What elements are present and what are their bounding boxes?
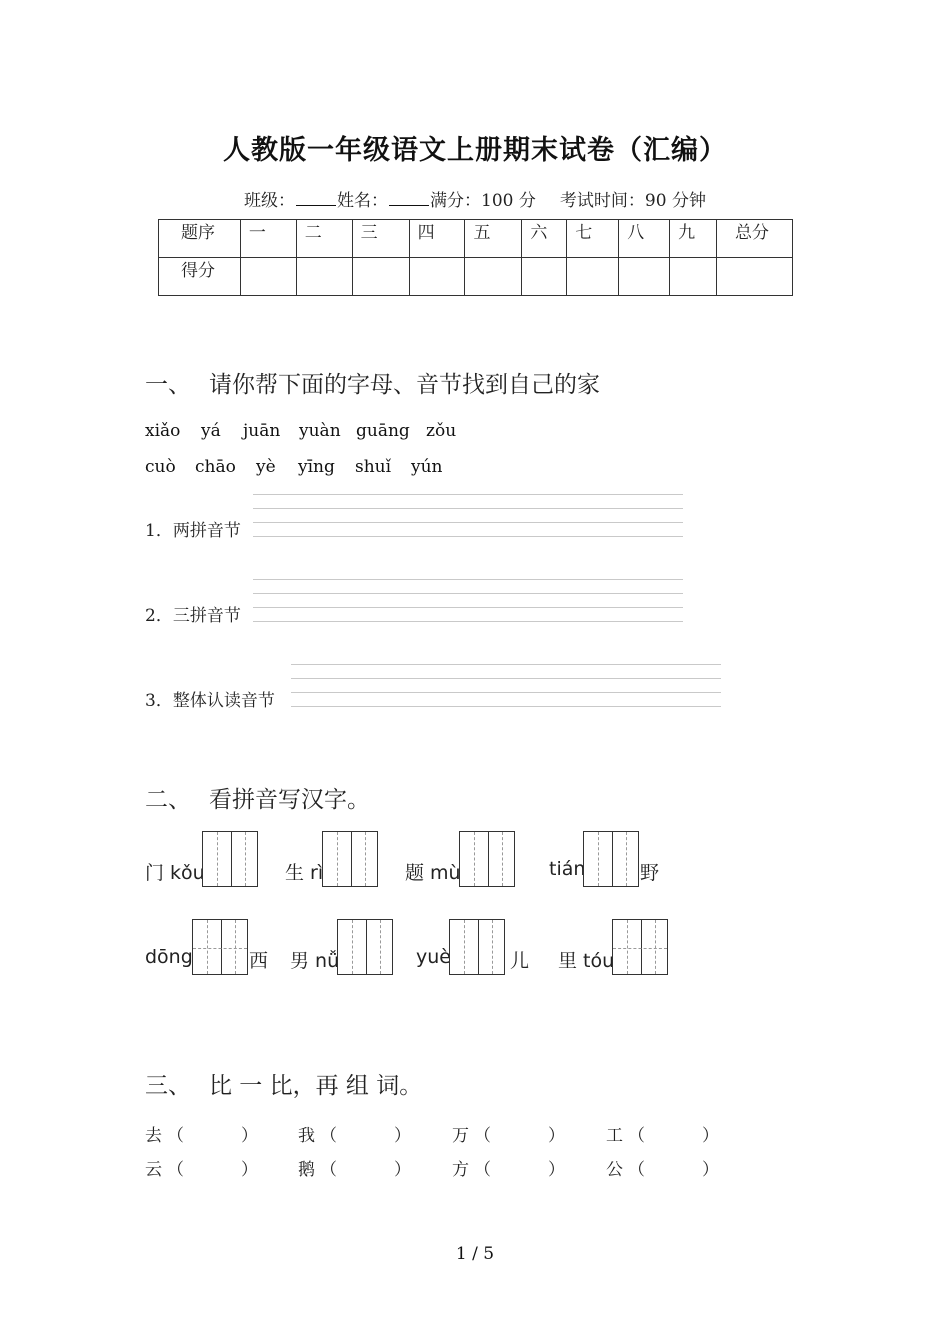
whole-syllable-writing-lines[interactable] [291,664,721,708]
pinyin-suffix: 野 [640,862,660,884]
pinyin-prompt: yuè [416,946,451,968]
character-writing-box[interactable] [449,919,505,975]
character-writing-box[interactable] [612,919,668,975]
compare-char: 万 [452,1126,469,1146]
character-writing-box[interactable] [202,831,258,887]
table-header-cell: 题序 [159,220,241,258]
two-part-syllable-writing-lines[interactable] [253,494,683,538]
table-header-cell: 七 [567,220,619,258]
table-header-cell: 八 [619,220,670,258]
name-blank[interactable] [389,191,429,206]
section-2-title: 看拼音写汉字。 [209,787,370,813]
character-writing-box[interactable] [583,831,639,887]
score-cell[interactable] [352,258,409,296]
section-2-number: 二、 [145,787,191,813]
pinyin-syllable: zǒu [426,421,457,441]
compare-char: 我 [298,1126,315,1146]
pinyin-syllable: yá [201,421,221,441]
pinyin-row-1 [0,421,950,445]
pinyin-syllable: cuò [145,457,176,477]
character-writing-box[interactable] [192,919,248,975]
score-cell[interactable] [409,258,465,296]
pinyin-prompt: 男 nǚ [290,950,340,972]
pinyin-prompt: 生 rì [285,862,324,884]
table-header-cell: 一 [240,220,296,258]
pinyin-syllable: yīng [298,457,335,477]
score-table [158,219,793,296]
pinyin-suffix: 西 [249,950,269,972]
score-row-label: 得分 [159,258,241,296]
three-part-syllable-writing-lines[interactable] [253,579,683,623]
compare-char: 方 [452,1160,469,1180]
section-3-number: 三、 [145,1073,191,1099]
exam-time-label: 考试时间：90 分钟 [559,191,706,211]
pinyin-syllable: yè [256,457,276,477]
table-header-cell: 二 [296,220,352,258]
full-score-label: 满分：100 分 [430,191,536,211]
table-header-cell: 六 [522,220,567,258]
pinyin-suffix: 儿 [510,950,530,972]
pinyin-syllable: juān [243,421,281,441]
class-blank[interactable] [296,191,336,206]
pinyin-prompt: 题 mù [405,862,461,884]
compare-char: 去 [145,1126,162,1146]
score-cell[interactable] [522,258,567,296]
table-header-cell: 总分 [717,220,793,258]
pinyin-syllable: yún [411,457,443,477]
table-header-cell: 四 [409,220,465,258]
pinyin-prompt: 门 kǒu [145,862,205,884]
section-3-title: 比 一 比，再 组 词。 [209,1073,423,1099]
section-1-heading [145,366,600,399]
score-table-score-row [159,258,793,296]
compare-char: 工 [606,1126,623,1146]
pinyin-prompt: tián [549,858,586,880]
score-cell[interactable] [296,258,352,296]
pinyin-syllable: chāo [195,457,236,477]
name-label: 姓名： [337,191,389,211]
pinyin-syllable: shuǐ [355,457,392,477]
pinyin-prompt: dōng [145,946,193,968]
compare-char: 鹅 [298,1160,315,1180]
table-header-cell: 九 [670,220,717,258]
three-part-syllable-label: 2．三拼音节 [145,606,241,626]
exam-meta [0,186,950,211]
section-1-title: 请你帮下面的字母、音节找到自己的家 [209,372,600,398]
character-writing-box[interactable] [459,831,515,887]
whole-syllable-label: 3．整体认读音节 [145,691,275,711]
two-part-syllable-label: 1．两拼音节 [145,521,241,541]
compare-char: 公 [606,1160,623,1180]
class-label: 班级： [244,191,296,211]
compare-char: 云 [145,1160,162,1180]
section-1-number: 一、 [145,372,191,398]
section-2-heading [145,781,370,814]
page-number: 1 / 5 [455,1244,495,1264]
pinyin-prompt: 里 tóu [558,950,615,972]
score-cell[interactable] [619,258,670,296]
score-cell[interactable] [567,258,619,296]
character-writing-box[interactable] [337,919,393,975]
page-title: 人教版一年级语文上册期末试卷（汇编） [223,135,727,166]
pinyin-syllable: yuàn [299,421,341,441]
score-cell[interactable] [717,258,793,296]
pinyin-syllable: guāng [356,421,410,441]
character-writing-box[interactable] [322,831,378,887]
table-header-cell: 五 [465,220,522,258]
section-3-heading [145,1067,422,1100]
score-cell[interactable] [240,258,296,296]
table-header-cell: 三 [352,220,409,258]
score-cell[interactable] [465,258,522,296]
score-cell[interactable] [670,258,717,296]
score-table-header-row [159,220,793,258]
pinyin-row-2 [0,457,950,481]
pinyin-syllable: xiǎo [145,421,181,441]
